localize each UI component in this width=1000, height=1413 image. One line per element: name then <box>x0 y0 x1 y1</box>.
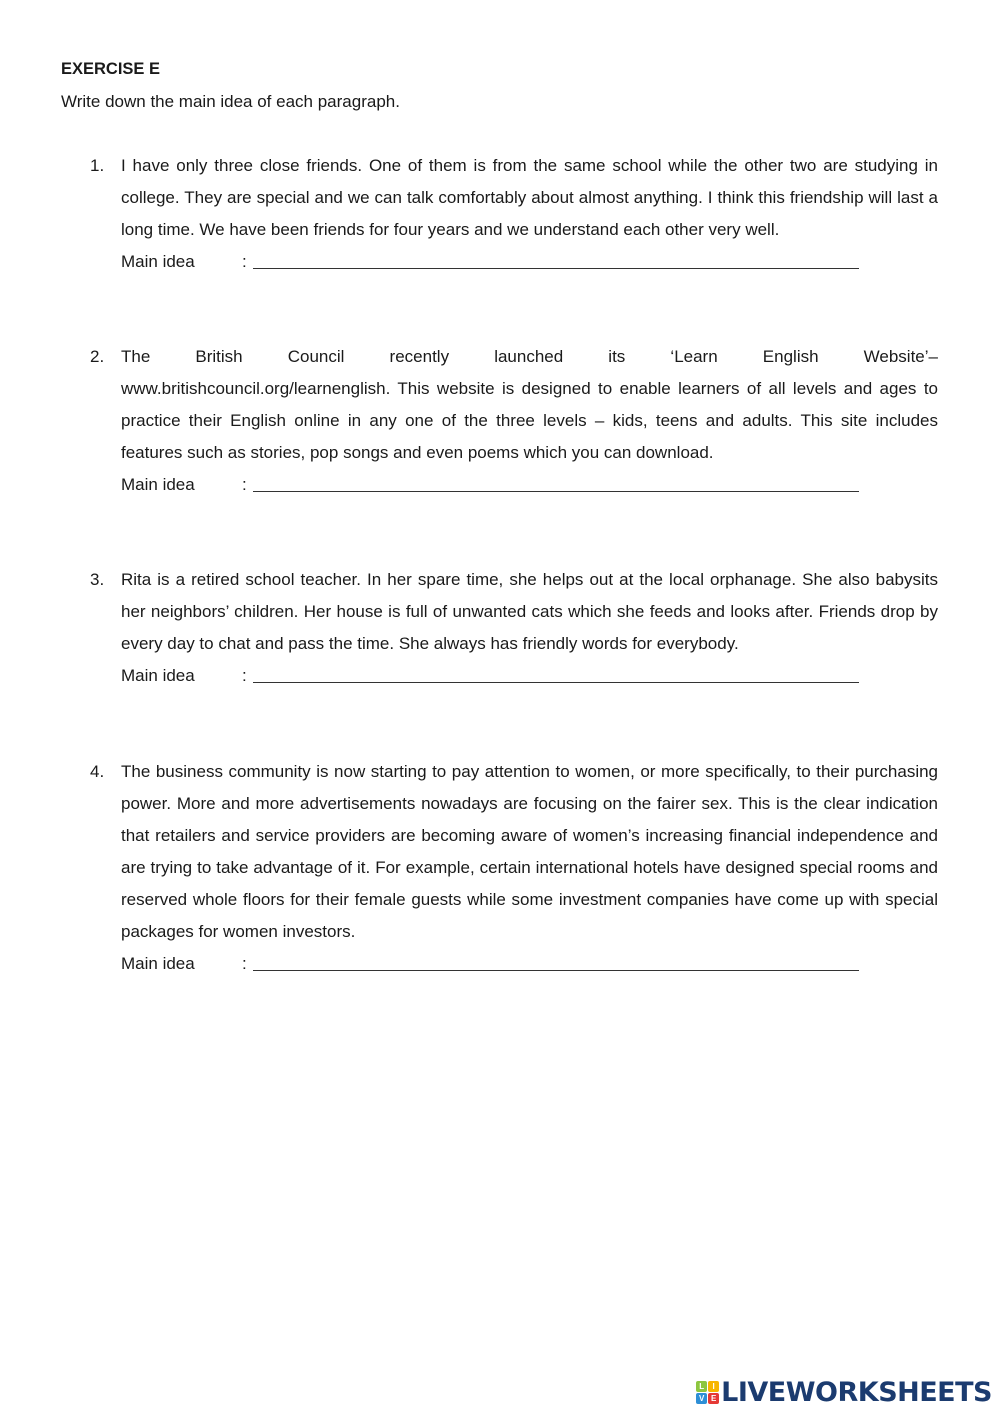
item-paragraph: Rita is a retired school teacher. In her spare time, she helps out at the local orphanage. She also babysits her neighbors’ children. Her house is full of unwanted cats which she feeds and looks after. Friends drop by every day to chat and pass the time. She always has friendly words for everybody. <box>121 570 938 653</box>
exercise-item-4 <box>90 756 938 980</box>
main-idea-label: Main idea <box>121 666 195 685</box>
item-number: 4. <box>90 762 105 781</box>
main-idea-row <box>121 246 938 278</box>
main-idea-answer-field-1[interactable] <box>253 268 859 269</box>
live-logo-icon: L I V E <box>696 1381 719 1404</box>
brand-text: LIVEWORKSHEETS <box>721 1377 992 1408</box>
main-idea-answer-field-2[interactable] <box>253 491 859 492</box>
main-idea-row <box>121 469 938 501</box>
item-number: 2. <box>90 347 105 366</box>
main-idea-row <box>121 948 938 980</box>
exercise-item-2 <box>90 341 938 501</box>
exercise-item-3 <box>90 564 938 692</box>
item-number: 3. <box>90 570 105 589</box>
item-number: 1. <box>90 156 105 175</box>
main-idea-label: Main idea <box>121 475 195 494</box>
item-paragraph: The business community is now starting to pay attention to women, or more specifically, to their purchasing power. More and more advertisements nowadays are focusing on the fairer sex. This is the clear indication that retailers and service providers are becoming aware of women’s increasing financial independence and are trying to take advantage of it. For example, certain international hotels have designed special rooms and reserved whole floors for their female guests while some investment companies have come up with special packages for women investors. <box>121 762 938 941</box>
colon: : <box>242 252 247 271</box>
item-paragraph: www.britishcouncil.org/learnenglish. This website is designed to enable learners of all levels and ages to practice their English online in any one of the three levels – kids, teens and adults. This site includes features such as stories, pop songs and even poems which you can download. <box>121 379 938 462</box>
colon: : <box>242 475 247 494</box>
main-idea-row <box>121 660 938 692</box>
exercise-title: EXERCISE E <box>61 60 161 78</box>
main-idea-answer-field-3[interactable] <box>253 682 859 683</box>
colon: : <box>242 954 247 973</box>
item-paragraph: I have only three close friends. One of them is from the same school while the other two are studying in college. They are special and we can talk comfortably about almost anything. I think this friendship will last a long time. We have been friends for four years and we understand each other very well. <box>121 156 938 239</box>
main-idea-label: Main idea <box>121 954 195 973</box>
item-paragraph-line1: The British Council recently launched its ‘Learn English Website’– <box>121 347 938 366</box>
liveworksheets-logo <box>696 1377 992 1408</box>
instruction-text: Write down the main idea of each paragraph. <box>61 92 400 111</box>
colon: : <box>242 666 247 685</box>
main-idea-label: Main idea <box>121 252 195 271</box>
exercise-item-1 <box>90 150 938 278</box>
main-idea-answer-field-4[interactable] <box>253 970 859 971</box>
